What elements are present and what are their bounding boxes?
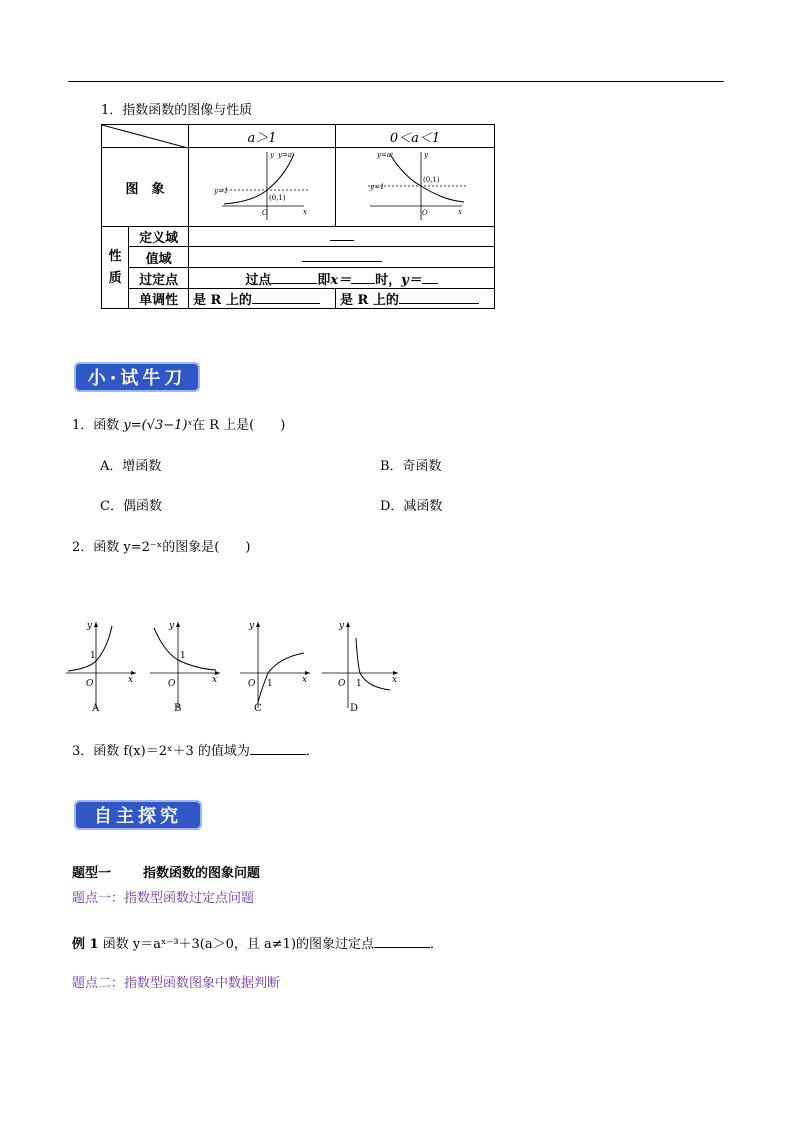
q1-suffix: 在 R 上是( ) <box>192 418 286 433</box>
q2-graph-a[interactable] <box>64 618 144 718</box>
exponential-properties-table <box>101 124 495 309</box>
svg-text:y=aˣ: y=aˣ <box>278 151 295 159</box>
svg-text:O: O <box>262 209 268 217</box>
header-a-gt-1: a＞1 <box>189 125 336 148</box>
q1-expression: y=(√3−1)ˣ <box>123 418 193 433</box>
topic-point-2: 题点二：指数型函数图象中数据判断 <box>72 976 281 991</box>
example-1 <box>72 933 443 952</box>
graph-cell-decreasing <box>336 148 495 227</box>
q1-option-b[interactable]: B．奇函数 <box>380 459 442 474</box>
svg-text:y=1: y=1 <box>214 187 229 195</box>
fixed-point-text-ie: 即 <box>317 272 331 288</box>
example-blank <box>374 935 430 948</box>
question-type-heading <box>72 862 260 881</box>
svg-text:O: O <box>338 679 346 689</box>
fixed-point-x: x＝ <box>330 272 352 288</box>
q1-option-d[interactable]: D．减函数 <box>380 499 443 514</box>
question-1 <box>72 414 285 433</box>
row-label-fixed-point: 过定点 <box>129 268 189 289</box>
fixed-point-text: 过点 <box>245 272 272 288</box>
fixed-point-when: 时， <box>375 272 402 288</box>
svg-text:y: y <box>270 151 274 159</box>
svg-text:C: C <box>254 703 262 714</box>
svg-text:(0,1): (0,1) <box>269 194 286 202</box>
q3-end: ． <box>305 744 319 759</box>
q2-graph-d[interactable] <box>320 618 404 718</box>
q1-prefix: 1．函数 <box>72 418 124 433</box>
example-end: ． <box>430 937 444 952</box>
topic-point-1: 题点一：指数型函数过定点问题 <box>72 891 255 906</box>
svg-text:1: 1 <box>180 651 186 661</box>
fixed-point-answer-cell <box>189 268 495 289</box>
svg-text:B: B <box>174 703 182 714</box>
question-3 <box>72 740 319 759</box>
domain-blank <box>330 228 354 241</box>
row-group-properties <box>102 227 129 309</box>
row-label-graph: 图 象 <box>102 148 189 227</box>
svg-text:O: O <box>422 209 428 217</box>
svg-text:y: y <box>169 621 175 631</box>
mono-left-text: 是 R 上的 <box>193 293 252 308</box>
range-blank <box>302 249 382 262</box>
mono-left-blank <box>252 291 320 304</box>
example-text: 函数 y＝aˣ⁻³＋3(a＞0，且 a≠1)的图象过定点 <box>102 937 375 952</box>
svg-text:A: A <box>92 703 100 714</box>
banner-explore: 自主探究 <box>74 800 202 830</box>
monotonic-left-cell <box>189 289 336 309</box>
fixed-point-y: y＝ <box>401 272 422 288</box>
svg-text:y: y <box>249 621 255 631</box>
svg-text:1: 1 <box>267 679 273 689</box>
svg-text:O: O <box>248 679 256 689</box>
x-blank <box>351 271 375 284</box>
increasing-exponential-graph <box>192 148 332 222</box>
q3-blank <box>250 742 306 755</box>
decreasing-exponential-graph <box>340 148 490 222</box>
banner-practice: 小·试牛刀 <box>74 362 200 392</box>
q1-option-a[interactable]: A．增函数 <box>100 459 162 474</box>
range-answer-cell <box>189 247 495 268</box>
type-label: 题型一 <box>72 866 112 881</box>
monotonic-right-cell <box>336 289 495 309</box>
svg-text:1: 1 <box>90 651 96 661</box>
header-rule <box>68 81 724 82</box>
row-label-domain: 定义域 <box>129 227 189 247</box>
y-blank <box>422 271 438 284</box>
example-label: 例 1 <box>72 937 99 952</box>
mono-right-text: 是 R 上的 <box>340 293 399 308</box>
svg-text:x: x <box>212 675 218 685</box>
svg-text:x: x <box>392 675 398 685</box>
header-a-between: 0＜a＜1 <box>336 125 495 148</box>
svg-text:x: x <box>458 208 462 216</box>
type-title: 指数函数的图象问题 <box>143 866 261 881</box>
section-heading: 1．指数函数的图像与性质 <box>101 103 253 118</box>
point-blank <box>271 271 317 284</box>
row-label-monotonic: 单调性 <box>129 289 189 309</box>
svg-text:y: y <box>424 151 428 159</box>
svg-text:x: x <box>128 675 134 685</box>
svg-text:y=aˣ: y=aˣ <box>377 151 394 159</box>
domain-answer-cell <box>189 227 495 247</box>
question-2: 2．函数 y=2⁻ˣ的图象是( ) <box>72 540 251 555</box>
svg-text:x: x <box>302 675 308 685</box>
row-label-range: 值域 <box>129 247 189 268</box>
svg-text:D: D <box>350 703 359 714</box>
svg-text:1: 1 <box>356 679 362 689</box>
q3-text: 3．函数 f(x)＝2ˣ＋3 的值域为 <box>72 744 250 759</box>
mono-right-blank <box>399 291 479 304</box>
svg-text:(0,1): (0,1) <box>423 176 440 184</box>
svg-text:O: O <box>86 679 94 689</box>
property-group-label: 性质 <box>108 248 122 286</box>
q1-option-c[interactable]: C．偶函数 <box>100 499 162 514</box>
diagonal-header-cell <box>102 125 189 148</box>
graph-cell-increasing <box>189 148 336 227</box>
svg-text:x: x <box>303 208 307 216</box>
svg-text:y: y <box>87 621 93 631</box>
q2-graph-c[interactable] <box>238 618 318 718</box>
svg-text:y=1: y=1 <box>370 183 385 191</box>
svg-text:O: O <box>168 679 176 689</box>
q2-graph-b[interactable] <box>148 618 228 718</box>
svg-text:y: y <box>339 621 345 631</box>
diagonal-line <box>102 125 188 148</box>
